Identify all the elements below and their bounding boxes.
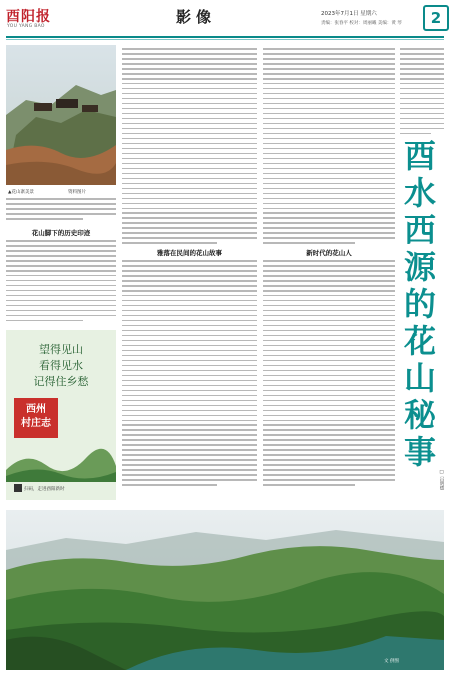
landscape-photo (6, 510, 444, 670)
tag-line-1: 西州 (26, 404, 46, 415)
page-number-box (423, 5, 449, 31)
page-header (0, 0, 450, 46)
photo-caption: ▲花山寨美景 (8, 190, 34, 195)
qr-caption: 扫码，走进酉阳新时 (24, 487, 65, 492)
village-photo (6, 45, 116, 185)
header-rule-thin (6, 39, 444, 40)
poem-line-1: 望得见山 (39, 343, 83, 356)
column2-text-top (122, 48, 257, 247)
promo-hills-illustration (6, 440, 116, 482)
column2-text-body (122, 260, 257, 489)
promo-box (6, 330, 116, 500)
issue-date: 2023年7月1日 星期六 (321, 11, 377, 17)
photo-credit: 资料图片 (68, 190, 86, 195)
column-tag (14, 398, 58, 438)
subhead-folk-story: 雅落在民间的花山故事 (157, 249, 222, 257)
title-char: 酉 (403, 137, 436, 175)
title-char: 源 (403, 248, 436, 286)
bottom-photo-caption: 文 供图 (384, 659, 399, 664)
subhead-new-era: 新时代的花山人 (306, 249, 352, 257)
column3-text-top (263, 48, 395, 247)
newspaper-logo (6, 6, 66, 34)
title-char: 山 (403, 359, 436, 397)
qr-code-icon (14, 484, 22, 492)
title-char: 事 (403, 433, 436, 471)
header-rule (6, 36, 444, 38)
tag-line-2: 村庄志 (21, 418, 51, 429)
column3-text-body (263, 260, 395, 489)
page-number: 2 (430, 9, 442, 27)
village-photo-image (6, 45, 116, 185)
poem-line-2: 看得见水 (39, 359, 83, 372)
column1-text-body (6, 240, 116, 325)
title-char: 秘 (403, 396, 436, 434)
title-char: 的 (403, 285, 436, 323)
editor-credits: 责编：张春平 校对：周丽曦 美编：黄 琴 (321, 21, 402, 26)
title-char: 水 (403, 174, 436, 212)
brand-name: 酉阳报 (6, 9, 51, 25)
title-char: 西 (403, 211, 436, 249)
column1-text-top (6, 198, 116, 223)
section-title: 影像 (176, 8, 217, 26)
promo-poem (6, 342, 116, 390)
title-char: 花 (403, 322, 436, 360)
poem-line-3: 记得住乡愁 (33, 375, 89, 388)
subhead-history: 花山脚下的历史印迹 (31, 229, 91, 237)
brand-subtitle: YOU YANG BAO (7, 24, 45, 29)
article-title (400, 138, 440, 471)
column4-text-top (400, 48, 444, 138)
byline: □ 吕明德 (439, 470, 444, 490)
landscape-photo-image (6, 510, 444, 670)
